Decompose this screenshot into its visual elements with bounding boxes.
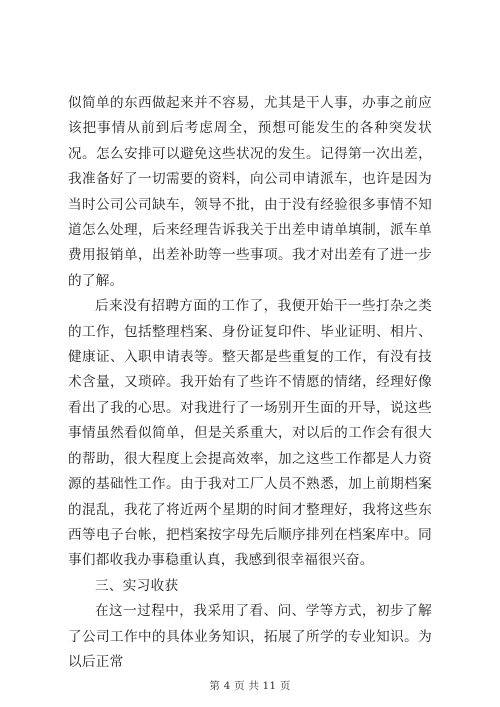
- paragraph-filing-work: 后来没有招聘方面的工作了，我便开始干一些打杂之类的工作，包括整理档案、身份证复印件、毕业证明、相片、健康证、入职申请表等。整天都是些重复的工作，有没有技术含量，又琐碎。我开始有了些许不情愿的情绪，经理好像看出了我的心思。对我进行了一场别开生面的开导，说这些事情虽然看似简单，但是关系重大，对以后的工作会有很大的帮助，很大程度上会提高效率，加之这些工作都是人力资源的基础性工作。由于我对工厂人员不熟悉，加上前期档案的混乱，我花了将近两个星期的时间才整理好，我将这些东西等电子台帐，把档案按字母先后顺序排列在档案库中。同事们都收我办事稳重认真，我感到很幸福很兴奋。: [68, 298, 432, 569]
- page-number-footer: 第 4 页 共 11 页: [209, 680, 291, 692]
- section-heading-internship-gains: 三、实习收获: [95, 577, 179, 594]
- paragraph-internship-gains: 在这一过程中，我采用了看、问、学等方式，初步了解了公司工作中的具体业务知识，拓展了所学的专业知识。为以后正常: [68, 603, 432, 670]
- document-body: [68, 91, 432, 675]
- paragraph-business-trip: 似简单的东西做起来并不容易，尤其是干人事，办事之前应该把事情从前到后考虑周全，预想可能发生的各种突发状况。怎么安排可以避免这些状况的发生。记得第一次出差，我准备好了一切需要的资料，向公司申请派车，也许是因为当时公司公司缺车，领导不批，由于没有经验很多事情不知道怎么处理，后来经理告诉我关于出差申请单填制，派车单费用报销单，出差补助等一些事项。我才对出差有了进一步的了解。: [68, 95, 432, 289]
